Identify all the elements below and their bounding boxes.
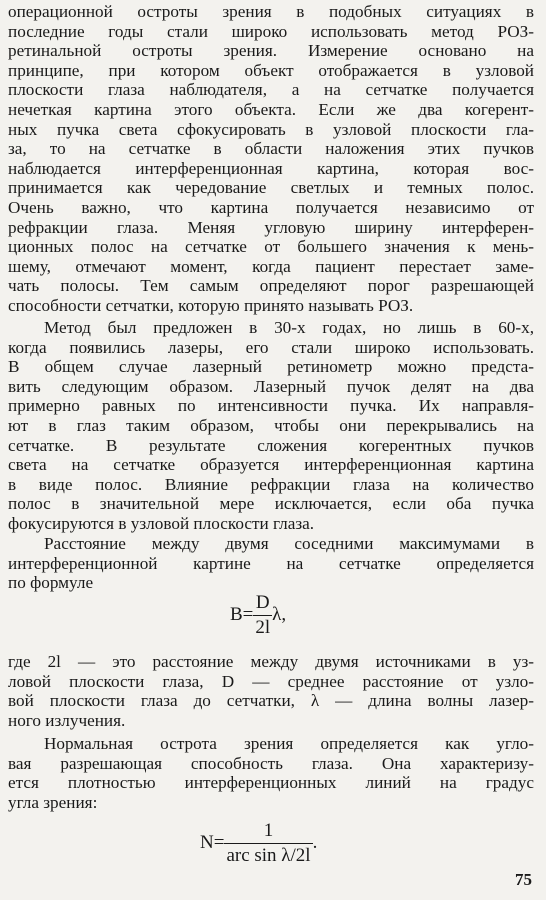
formula-n-fraction xyxy=(224,820,312,867)
formula-n-tail: . xyxy=(312,831,318,853)
formula-n-numerator: 1 xyxy=(263,820,274,841)
text-line: ют в глаз таким образом, чтобы они перекрывались на xyxy=(8,416,534,435)
text-line: ретинальной остроты зрения. Измерение основано на xyxy=(8,41,534,61)
text-line: Очень важно, что картина получается независимо от xyxy=(8,198,534,217)
text-line: Расстояние между двумя соседними максимумами в xyxy=(44,534,534,553)
formula-b-tail: λ, xyxy=(272,603,287,625)
formula-b xyxy=(230,592,286,639)
text-line: угла зрения: xyxy=(8,792,98,812)
text-line: последние годы стали широко использовать метод РОЗ- xyxy=(8,21,534,41)
text-line: вой плоскости глаза до сетчатки, λ — длина волны лазер- xyxy=(8,691,534,711)
formula-b-lhs: B= xyxy=(230,603,254,625)
formula-n-lhs: N= xyxy=(200,831,225,853)
text-line: чать полосы. Тем самым определяют порог разрешающей xyxy=(8,276,534,296)
formula-b-numerator: D xyxy=(255,592,270,613)
formula-n-denominator: arc sin λ/2l xyxy=(226,845,311,866)
text-line: Метод был предложен в 30-х годах, но лишь в 60-х, xyxy=(44,318,534,337)
text-line: когда появились лазеры, его стали широко использовать. xyxy=(8,337,534,357)
text-line: рефракции глаза. Меняя угловую ширину интерферен- xyxy=(8,217,534,237)
text-line: принимается как чередование светлых и темных полос. xyxy=(8,178,534,198)
text-line: вить следующим образом. Лазерный пучок делят на два xyxy=(8,376,534,396)
fraction-bar xyxy=(253,615,272,616)
text-line: плоскости глаза наблюдателя, а на сетчатке получается xyxy=(8,80,534,100)
formula-b-fraction xyxy=(253,592,272,639)
text-line: полос в значительной мере исключается, если оба пучка xyxy=(8,494,534,514)
text-line: где 2l — это расстояние между двумя источниками в уз- xyxy=(8,652,534,671)
text-line: примерно равных по интенсивности пучка. Их направля- xyxy=(8,396,534,416)
text-line: сетчатке. В результате сложения когерентных пучков xyxy=(8,435,534,455)
text-line: ловой плоскости глаза, D — среднее расстояние от узло- xyxy=(8,671,534,691)
text-line: интерференционной картине на сетчатке определяется xyxy=(8,553,534,573)
text-line: операционной остроты зрения в подобных ситуациях в xyxy=(8,2,534,21)
text-line: вая разрешающая способность глаза. Она характеризу- xyxy=(8,753,534,773)
text-line: за, то на сетчатке в области наложения этих пучков xyxy=(8,139,534,159)
formula-b-denominator: 2l xyxy=(255,617,271,638)
text-line: Нормальная острота зрения определяется как угло- xyxy=(44,734,534,753)
text-line: в виде полос. Влияние рефракции глаза на количество xyxy=(8,474,534,494)
text-line: фокусируются в узловой плоскости глаза. xyxy=(8,514,315,533)
text-line: ных пучка света сфокусировать в узловой плоскости гла- xyxy=(8,119,534,139)
text-line: ного излучения. xyxy=(8,710,126,730)
text-line: В общем случае лазерный ретинометр можно предста- xyxy=(8,357,534,377)
text-line: света на сетчатке образуется интерференционная картина xyxy=(8,455,534,475)
text-line: принципе, при котором объект отображается в узловой xyxy=(8,60,534,80)
formula-n xyxy=(200,820,317,867)
text-line: нечеткая картина этого объекта. Если же два когерент- xyxy=(8,100,534,119)
text-line: ется плотностью интерференционных линий на градус xyxy=(8,773,534,793)
page-number: 75 xyxy=(515,870,532,889)
text-line: по формуле xyxy=(8,573,94,593)
text-line: наблюдается интерференционная картина, которая вос- xyxy=(8,158,534,178)
text-line: шему, отмечают момент, когда пациент перестает заме- xyxy=(8,256,534,276)
fraction-bar xyxy=(224,843,312,844)
text-line: ционных полос на сетчатке от большего значения к мень- xyxy=(8,237,534,257)
text-line: способности сетчатки, которую принято называть РОЗ. xyxy=(8,296,414,315)
